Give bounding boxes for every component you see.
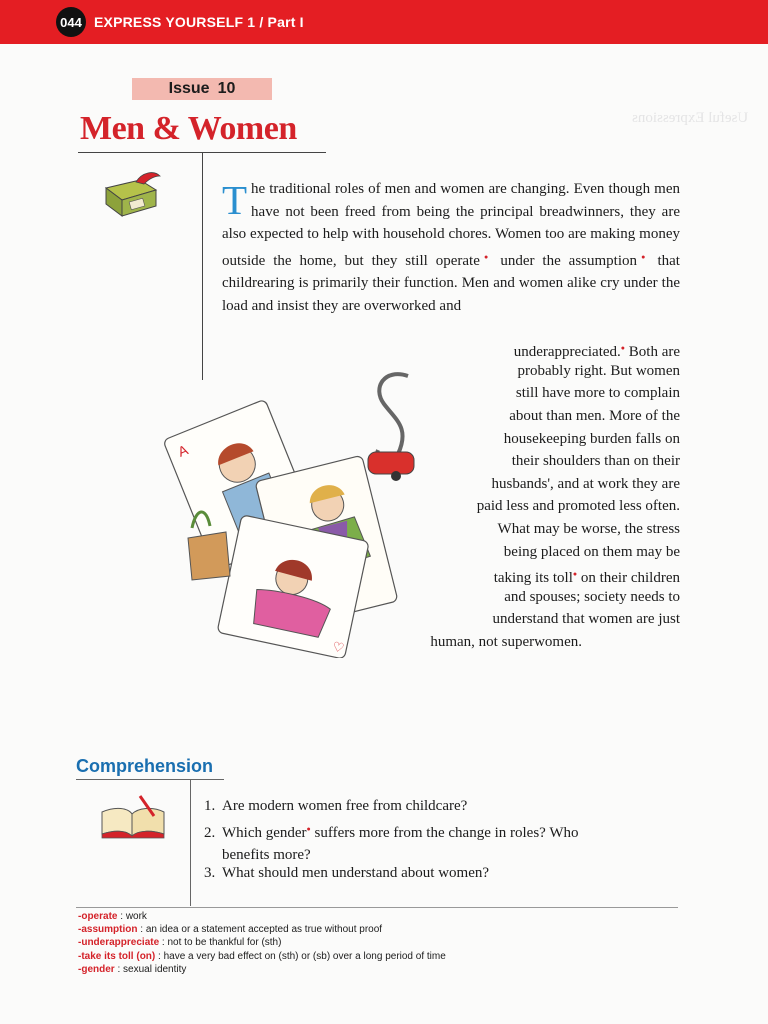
body-line: paid less and promoted less often. [476, 498, 680, 514]
question-item: 1. Are modern women free from childcare? [204, 798, 468, 814]
footnote-mark-icon: ● [572, 570, 578, 578]
footnote-mark-icon: ● [637, 252, 650, 261]
question-item: 2. Which gender● suffers more from the change in roles? Who benefits more? [204, 825, 579, 863]
issue-label [132, 78, 272, 100]
body-line: their shoulders than on their [511, 453, 680, 469]
bleed-through-text: Useful Expressions [631, 110, 748, 126]
question-item: 3. What should men understand about women? [204, 865, 490, 881]
body-line: What may be worse, the stress [497, 521, 680, 537]
comprehension-divider [76, 779, 224, 780]
footnote-mark-icon: ● [620, 344, 626, 352]
article-title: Men & Women [80, 110, 297, 147]
page-number: 044 [56, 7, 86, 37]
glossary-item: -underappreciate : not to be thankful for (sth) [78, 937, 282, 948]
column-divider [202, 152, 203, 380]
issue-text: Issue [168, 80, 210, 97]
body-line: and spouses; society needs to [504, 589, 680, 605]
housework-illustration [158, 358, 448, 658]
issue-number: 10 [217, 80, 236, 97]
drop-cap: T [222, 177, 248, 223]
glossary-item: -assumption : an idea or a statement accepted as true without proof [78, 924, 383, 935]
open-book-icon [98, 794, 168, 840]
body-line: housekeeping burden falls on [503, 431, 680, 447]
body-line: human, not superwomen. [430, 634, 582, 650]
svg-text:A: A [175, 441, 191, 460]
body-line: being placed on them may be [503, 544, 680, 560]
comprehension-column-divider [190, 780, 191, 906]
body-line: taking its toll● on their children [493, 570, 680, 586]
glossary-item: -take its toll (on) : have a very bad effect on (sth) or (sb) over a long period of time [78, 951, 446, 962]
body-line: underappreciated.● Both are [513, 344, 680, 360]
glossary-item: -operate : work [78, 911, 147, 922]
glossary-item: -gender : sexual identity [78, 964, 187, 975]
article-intro-paragraph: The traditional roles of men and women are changing. Even though men have not been freed from being the principal breadwinners, they are also expected to help with household chores. Women too are making money outside the home, but they still operate● under the assumption● that childrearing is primarily their function. Men and women alike cry under the load and insist they are overworked and [222, 177, 680, 314]
header-bar [0, 0, 768, 44]
footnote-mark-icon: ● [479, 252, 493, 261]
comprehension-heading: Comprehension [76, 756, 214, 776]
svg-text:♡: ♡ [331, 638, 346, 656]
glossary-divider [76, 907, 678, 908]
closed-book-icon [100, 170, 168, 220]
body-line: husbands', and at work they are [491, 476, 680, 492]
body-line: probably right. But women [517, 363, 680, 379]
body-line: about than men. More of the [509, 408, 680, 424]
footnote-mark-icon: ● [306, 825, 311, 833]
book-title: EXPRESS YOURSELF 1 / Part I [94, 14, 304, 30]
body-line: still have more to complain [515, 385, 680, 401]
body-line: understand that women are just [492, 611, 680, 627]
